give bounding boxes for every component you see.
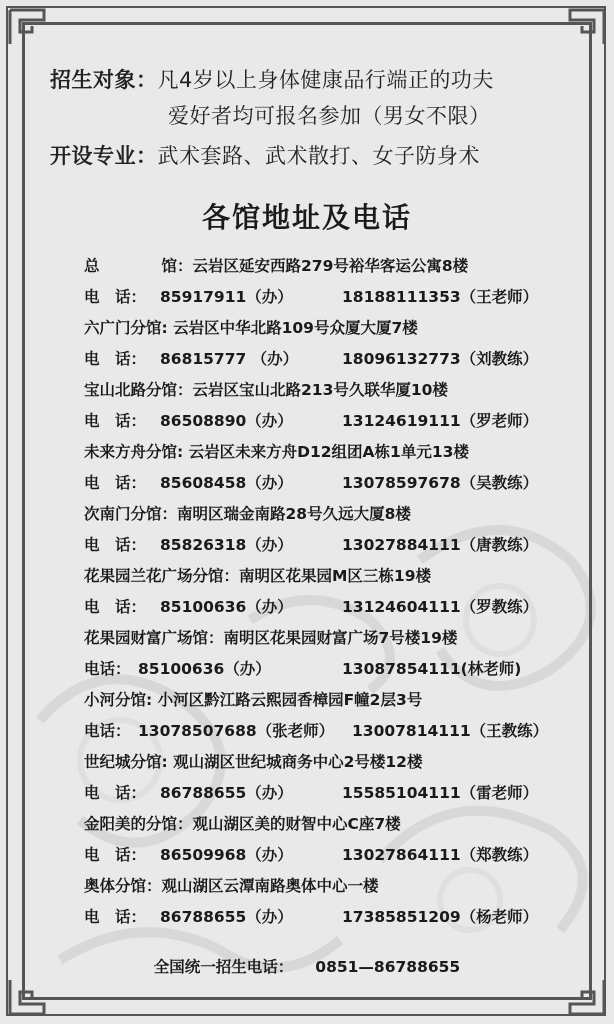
corner-ornament-bottom-left [8, 976, 48, 1016]
branch-phone-label: 电 话： [84, 908, 147, 926]
branch-name: 六广门分馆: 云岩区中华北路109号众厦大厦7楼 [84, 319, 418, 337]
footer-phone: 0851—86788655 [315, 958, 461, 976]
branch-mobile-phone: 17385851209（杨老师） [342, 908, 539, 926]
branch-phone-label: 电 话： [84, 350, 147, 368]
footer-label: 全国统一招生电话： [153, 958, 294, 976]
branch-office-phone: 86508890（办） [160, 412, 293, 430]
branch-phone-label: 电 话： [84, 598, 147, 616]
branch-mobile-phone: 13027884111（唐教练） [342, 536, 539, 554]
branch-mobile-phone: 15585104111（雷老师） [342, 784, 539, 802]
branch-name: 未来方舟分馆: 云岩区未来方舟D12组团A栋1单元13楼 [84, 443, 469, 461]
branch-office-phone: 86788655（办） [160, 908, 293, 926]
branch-name: 总 馆：云岩区延安西路279号裕华客运公寓8楼 [84, 257, 469, 275]
target-line-1: 凡4岁以上身体健康品行端正的功夫 [157, 68, 494, 92]
branch-name: 世纪城分馆: 观山湖区世纪城商务中心2号楼12楼 [84, 753, 423, 771]
branch-office-phone: 86509968（办） [160, 846, 293, 864]
branch-phone-label: 电 话： [84, 412, 147, 430]
branch-name: 次南门分馆：南明区瑞金南路28号久远大厦8楼 [84, 505, 411, 523]
target-label: 招生对象： [50, 68, 158, 92]
major-text: 武术套路、武术散打、女子防身术 [157, 144, 480, 168]
page-title: 各馆地址及电话 [201, 201, 412, 234]
branch-office-phone: 85100636（办） [160, 598, 293, 616]
branch-mobile-phone: 18096132773（刘教练） [342, 350, 539, 368]
branch-name: 花果园兰花广场分馆：南明区花果园M区三栋19楼 [84, 567, 431, 585]
target-row [50, 64, 494, 94]
branch-phone-label: 电 话： [84, 474, 147, 492]
branch-office-phone: 86788655（办） [160, 784, 293, 802]
branch-phone-label: 电 话： [84, 784, 147, 802]
branch-office-phone: 85608458（办） [160, 474, 293, 492]
branch-office-phone: 85917911（办） [160, 288, 293, 306]
branch-mobile-phone: 13007814111（王教练） [352, 722, 549, 740]
target-line-2: 爱好者均可报名参加（男女不限） [168, 104, 491, 128]
branch-name: 奥体分馆：观山湖区云潭南路奥体中心一楼 [84, 877, 379, 895]
footer [0, 955, 614, 977]
branch-phone-label: 电 话： [84, 536, 147, 554]
branch-name: 小河分馆: 小河区黔江路云熙园香樟园F幢2层3号 [84, 691, 423, 709]
major-row [50, 140, 480, 170]
branch-mobile-phone: 18188111353（王老师） [342, 288, 539, 306]
branch-office-phone: 86815777 （办） [160, 350, 299, 368]
branch-office-phone: 85826318（办） [160, 536, 293, 554]
branch-mobile-phone: 13027864111（郑教练） [342, 846, 539, 864]
branch-phone-label: 电话： [84, 660, 131, 678]
corner-ornament-top-left [8, 8, 48, 48]
branch-phone-label: 电 话： [84, 846, 147, 864]
major-label: 开设专业： [50, 144, 158, 168]
corner-ornament-bottom-right [566, 976, 606, 1016]
branch-name: 宝山北路分馆：云岩区宝山北路213号久联华厦10楼 [84, 381, 448, 399]
branch-mobile-phone: 13124604111（罗教练） [342, 598, 539, 616]
branch-phone-label: 电话： [84, 722, 131, 740]
branch-phone-label: 电 话： [84, 288, 147, 306]
branch-mobile-phone: 13078597678（吴教练） [342, 474, 539, 492]
corner-ornament-top-right [566, 8, 606, 48]
branch-name: 花果园财富广场馆：南明区花果园财富广场7号楼19楼 [84, 629, 458, 647]
branch-office-phone: 13078507688（张老师） [138, 722, 335, 740]
branch-mobile-phone: 13124619111（罗老师） [342, 412, 539, 430]
branch-mobile-phone: 13087854111(林老师) [342, 660, 522, 678]
branch-office-phone: 85100636（办） [138, 660, 271, 678]
target-line-2-row [168, 100, 491, 130]
branch-name: 金阳美的分馆：观山湖区美的财智中心C座7楼 [84, 815, 401, 833]
